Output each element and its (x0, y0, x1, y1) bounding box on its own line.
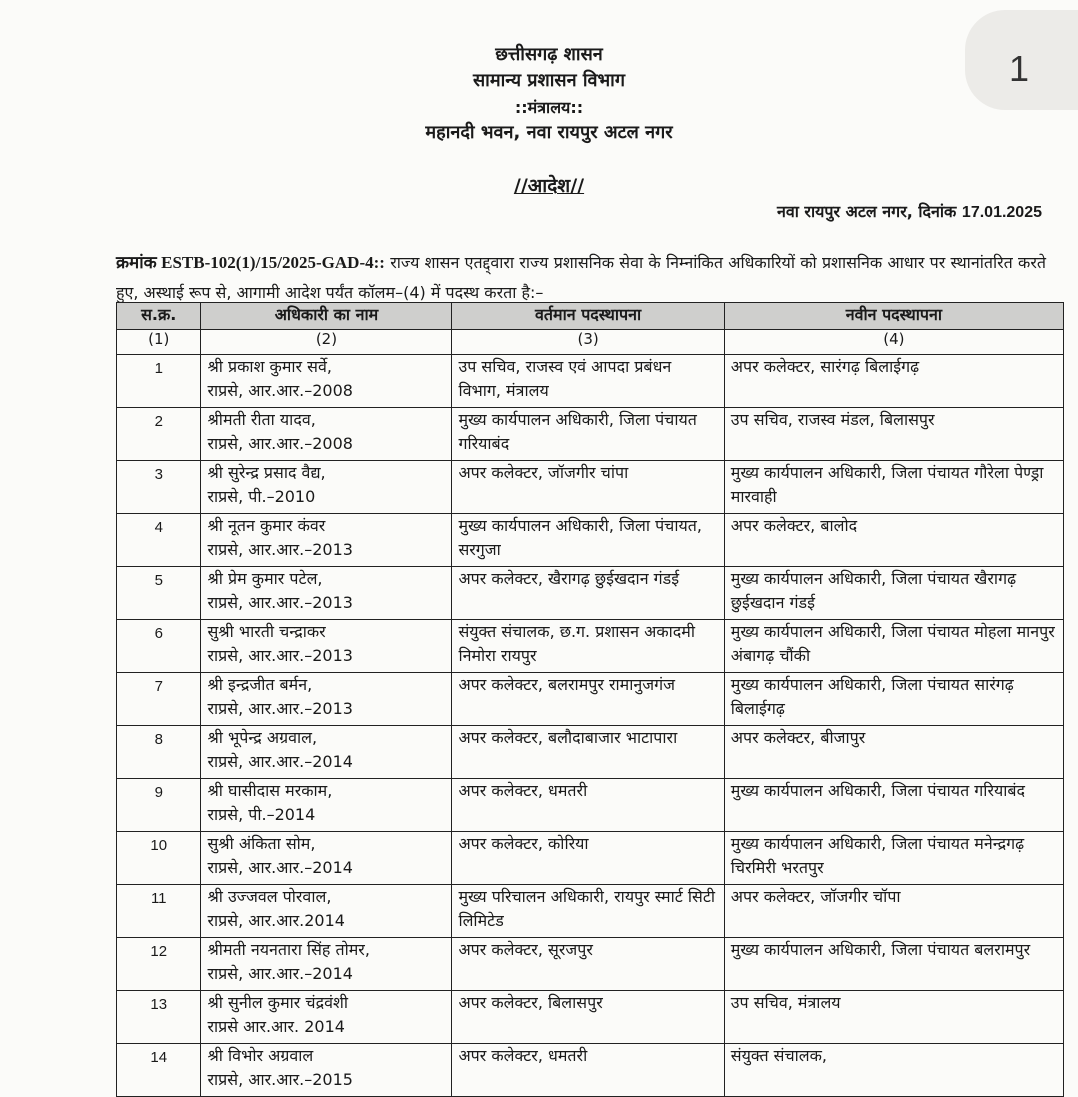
department-name: सामान्य प्रशासन विभाग (473, 70, 625, 91)
transfer-table (116, 302, 1064, 1097)
officer-cell (201, 355, 452, 408)
col-header-current-posting: वर्तमान पदस्थापना (452, 303, 724, 330)
date-line (777, 200, 1042, 222)
officer-service: राप्रसे, आर.आर.–2014 (207, 858, 353, 877)
col-header-serial: स.क्र. (117, 303, 201, 330)
page-number: 1 (1009, 48, 1030, 89)
new-posting: अपर कलेक्टर, बीजापुर (724, 726, 1063, 779)
table-row (117, 938, 1064, 991)
table-row (117, 1044, 1064, 1097)
officer-name: श्री इन्द्रजीत बर्मन, (207, 675, 313, 694)
current-posting: मुख्य कार्यपालन अधिकारी, जिला पंचायत गरियाबंद (452, 408, 724, 461)
col-header-new-posting: नवीन पदस्थापना (724, 303, 1063, 330)
new-posting: मुख्य कार्यपालन अधिकारी, जिला पंचायत सारंगढ़ बिलाईगढ़ (724, 673, 1063, 726)
officer-name: श्री उज्जवल पोरवाल, (207, 887, 332, 906)
col-number: (3) (452, 330, 724, 355)
current-posting: अपर कलेक्टर, कोरिया (452, 832, 724, 885)
officer-service: राप्रसे, आर.आर.–2008 (207, 434, 353, 453)
table-row (117, 832, 1064, 885)
new-posting: उप सचिव, मंत्रालय (724, 991, 1063, 1044)
officer-name: श्री प्रेम कुमार पटेल, (207, 569, 323, 588)
officer-cell (201, 938, 452, 991)
serial-number: 7 (117, 673, 201, 726)
officer-name: श्री प्रकाश कुमार सर्वे, (207, 357, 332, 376)
table-row (117, 355, 1064, 408)
officer-name: श्री सुरेन्द्र प्रसाद वैद्य, (207, 463, 326, 482)
officer-cell (201, 885, 452, 938)
officer-service: राप्रसे, आर.आर.–2013 (207, 593, 353, 612)
officer-cell (201, 461, 452, 514)
table-row (117, 673, 1064, 726)
serial-number: 4 (117, 514, 201, 567)
new-posting: अपर कलेक्टर, बालोद (724, 514, 1063, 567)
new-posting: मुख्य कार्यपालन अधिकारी, जिला पंचायत मनेन्द्रगढ़ चिरमिरी भरतपुर (724, 832, 1063, 885)
officer-cell (201, 567, 452, 620)
order-date: 17.01.2025 (961, 204, 1042, 221)
officer-name: श्री घासीदास मरकाम, (207, 781, 333, 800)
current-posting: अपर कलेक्टर, जॉजगीर चांपा (452, 461, 724, 514)
officer-service: राप्रसे, आर.आर.2014 (207, 911, 345, 930)
officer-name: सुश्री भारती चन्द्राकर (207, 622, 326, 641)
officer-service: राप्रसे, पी.–2014 (207, 805, 316, 824)
serial-number: 11 (117, 885, 201, 938)
serial-number: 14 (117, 1044, 201, 1097)
officer-cell (201, 832, 452, 885)
table-row (117, 620, 1064, 673)
current-posting: अपर कलेक्टर, खैरागढ़ छुईखदान गंडई (452, 567, 724, 620)
serial-number: 13 (117, 991, 201, 1044)
officer-cell (201, 673, 452, 726)
officer-cell (201, 408, 452, 461)
table-row (117, 461, 1064, 514)
table-row (117, 514, 1064, 567)
serial-number: 2 (117, 408, 201, 461)
serial-number: 12 (117, 938, 201, 991)
new-posting: मुख्य कार्यपालन अधिकारी, जिला पंचायत मोहला मानपुर अंबागढ़ चौंकी (724, 620, 1063, 673)
officer-name: श्री भूपेन्द्र अग्रवाल, (207, 728, 318, 747)
serial-number: 1 (117, 355, 201, 408)
new-posting: मुख्य कार्यपालन अधिकारी, जिला पंचायत गौरेला पेण्ड्रा मारवाही (724, 461, 1063, 514)
current-posting: अपर कलेक्टर, बिलासपुर (452, 991, 724, 1044)
officer-name: श्रीमती रीता यादव, (207, 410, 316, 429)
officer-service: राप्रसे, आर.आर.–2013 (207, 646, 353, 665)
new-posting: अपर कलेक्टर, जॉजगीर चॉपा (724, 885, 1063, 938)
intro-text: राज्य शासन एतद्द्वारा राज्य प्रशासनिक सेवा के निम्नांकित अधिकारियों को प्रशासनिक आधार पर स्थानांतरित करते हुए, अस्थाई रूप से, आगामी आदेश पर्यंत कॉलम–(4) में पदस्थ करता है:– (116, 253, 1046, 302)
current-posting: अपर कलेक्टर, बलौदाबाजार भाटापारा (452, 726, 724, 779)
new-posting: मुख्य कार्यपालन अधिकारी, जिला पंचायत खैरागढ़ छुईखदान गंडई (724, 567, 1063, 620)
officer-service: राप्रसे, आर.आर.–2008 (207, 381, 353, 400)
officer-service: राप्रसे, आर.आर.–2013 (207, 699, 353, 718)
officer-service: राप्रसे, आर.आर.–2015 (207, 1070, 353, 1089)
new-posting: मुख्य कार्यपालन अधिकारी, जिला पंचायत बलरामपुर (724, 938, 1063, 991)
officer-service: राप्रसे, पी.–2010 (207, 487, 316, 506)
officer-name: श्री नूतन कुमार कंवर (207, 516, 326, 535)
current-posting: मुख्य परिचालन अधिकारी, रायपुर स्मार्ट सिटी लिमिटेड (452, 885, 724, 938)
officer-cell (201, 1044, 452, 1097)
current-posting: संयुक्त संचालक, छ.ग. प्रशासन अकादमी निमोरा रायपुर (452, 620, 724, 673)
current-posting: अपर कलेक्टर, सूरजपुर (452, 938, 724, 991)
officer-name: सुश्री अंकिता सोम, (207, 834, 316, 853)
current-posting: उप सचिव, राजस्व एवं आपदा प्रबंधन विभाग, मंत्रालय (452, 355, 724, 408)
col-number: (4) (724, 330, 1063, 355)
col-number: (1) (117, 330, 201, 355)
current-posting: अपर कलेक्टर, धमतरी (452, 1044, 724, 1097)
serial-number: 10 (117, 832, 201, 885)
officer-name: श्रीमती नयनतारा सिंह तोमर, (207, 940, 370, 959)
office-address: महानदी भवन, नवा रायपुर अटल नगर (425, 122, 673, 143)
current-posting: अपर कलेक्टर, धमतरी (452, 779, 724, 832)
new-posting: अपर कलेक्टर, सारंगढ़ बिलाईगढ़ (724, 355, 1063, 408)
table-row (117, 779, 1064, 832)
table-header-row (117, 303, 1064, 330)
officer-cell (201, 991, 452, 1044)
serial-number: 8 (117, 726, 201, 779)
officer-cell (201, 514, 452, 567)
table-row (117, 567, 1064, 620)
officer-service: राप्रसे, आर.आर.–2014 (207, 964, 353, 983)
officer-cell (201, 779, 452, 832)
col-header-officer-name: अधिकारी का नाम (201, 303, 452, 330)
current-posting: मुख्य कार्यपालन अधिकारी, जिला पंचायत, सरगुजा (452, 514, 724, 567)
new-posting: उप सचिव, राजस्व मंडल, बिलासपुर (724, 408, 1063, 461)
government-name: छत्तीसगढ़ शासन (495, 44, 603, 65)
officer-name: श्री विभोर अग्रवाल (207, 1046, 314, 1065)
officer-service: राप्रसे आर.आर. 2014 (207, 1017, 345, 1036)
officer-cell (201, 620, 452, 673)
serial-number: 9 (117, 779, 201, 832)
order-reference: क्रमांक ESTB-102(1)/15/2025-GAD-4:: (116, 253, 385, 272)
new-posting: मुख्य कार्यपालन अधिकारी, जिला पंचायत गरियाबंद (724, 779, 1063, 832)
ministry-label: ::मंत्रालय:: (514, 98, 584, 117)
officer-cell (201, 726, 452, 779)
col-number: (2) (201, 330, 452, 355)
table-row (117, 885, 1064, 938)
table-row (117, 408, 1064, 461)
new-posting: संयुक्त संचालक, (724, 1044, 1063, 1097)
serial-number: 3 (117, 461, 201, 514)
officer-service: राप्रसे, आर.आर.–2014 (207, 752, 353, 771)
current-posting: अपर कलेक्टर, बलरामपुर रामानुजगंज (452, 673, 724, 726)
officer-name: श्री सुनील कुमार चंद्रवंशी (207, 993, 349, 1012)
officer-service: राप्रसे, आर.आर.–2013 (207, 540, 353, 559)
column-number-row (117, 330, 1064, 355)
order-title: //आदेश// (513, 175, 585, 197)
date-place: नवा रायपुर अटल नगर, दिनांक (776, 202, 957, 221)
serial-number: 5 (117, 567, 201, 620)
intro-paragraph (116, 248, 1046, 308)
serial-number: 6 (117, 620, 201, 673)
table-row (117, 991, 1064, 1044)
table-row (117, 726, 1064, 779)
